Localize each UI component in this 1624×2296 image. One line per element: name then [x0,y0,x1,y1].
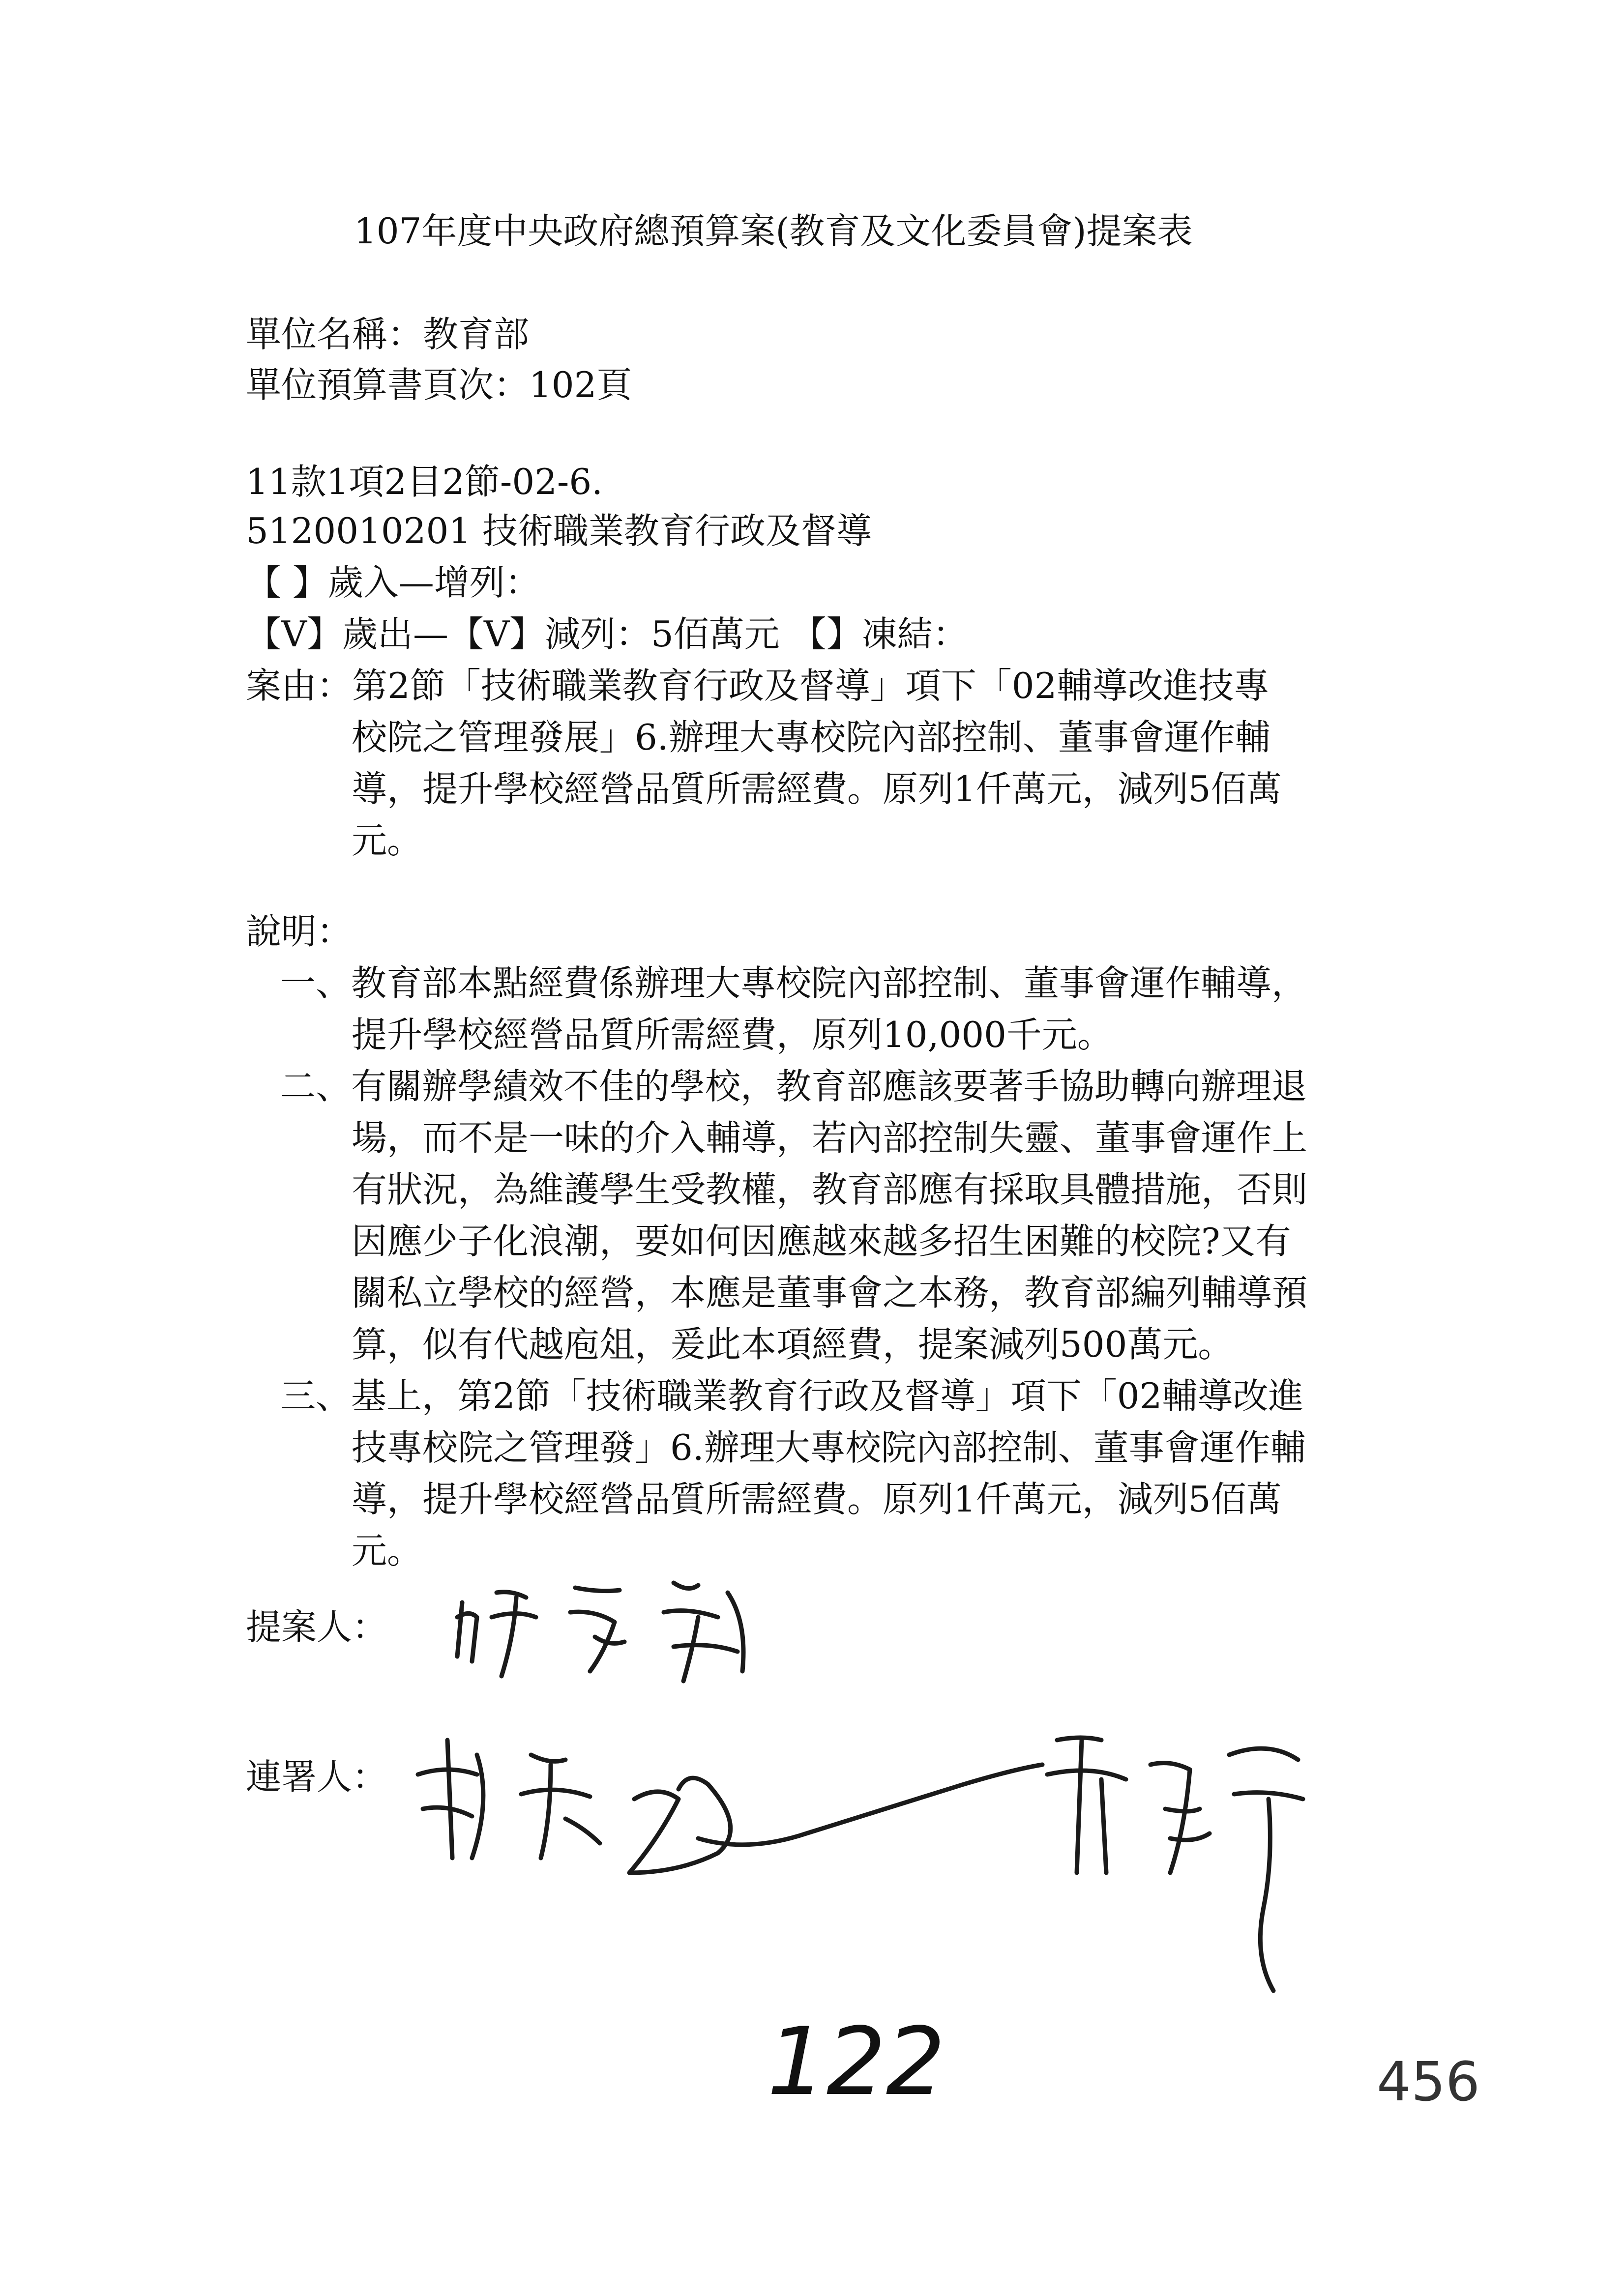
proposer-signature [443,1563,816,1711]
program-name: 5120010201 技術職業教育行政及督導 [246,510,872,552]
revenue-line: 【 】歲入—增列： [246,562,540,603]
expenditure-line: 【V】歲出—【V】減列：5佰萬元 【】凍結： [246,613,968,655]
cosigner-signatures [403,1711,1455,2015]
explanation-line: 提升學校經營品質所需經費，原列10,000千元。 [352,1014,1113,1055]
explanation-line: 導，提升學校經營品質所需經費。原列1仟萬元，減列5佰萬 [352,1479,1282,1520]
explanation-line: 有狀況，為維護學生受教權，教育部應有採取具體措施，否則 [352,1169,1308,1210]
explanation-line: 一、教育部本點經費係辦理大專校院內部控制、董事會運作輔導， [280,962,1307,1004]
case-line: 校院之管理發展」6.辦理大專校院內部控制、董事會運作輔 [352,717,1270,758]
explanation-line: 三、基上，第2節「技術職業教育行政及督導」項下「02輔導改進 [280,1375,1304,1417]
explanation-line: 元。 [352,1530,423,1571]
explanation-line: 二、有關辦學績效不佳的學校，教育部應該要著手協助轉向辦理退 [280,1066,1307,1107]
unit-name: 單位名稱：教育部 [246,314,530,355]
handwritten-page-number: 122 [767,2007,945,2116]
handwritten-corner-mark: 456 [1377,2050,1480,2113]
unit-budget-page: 單位預算書頁次：102頁 [246,364,632,406]
case-line: 案由：第2節「技術職業教育行政及督導」項下「02輔導改進技專 [246,665,1270,706]
explanation-line: 場，而不是一味的介入輔導，若內部控制失靈、董事會運作上 [352,1117,1308,1159]
explanation-line: 技專校院之管理發」6.辦理大專校院內部控制、董事會運作輔 [352,1427,1306,1468]
budget-code: 11款1項2目2節-02-6. [246,461,603,502]
proposer-label: 提案人： [246,1606,388,1648]
explanation-line: 關私立學校的經營，本應是董事會之本務，教育部編列輔導預 [352,1272,1308,1313]
case-line: 元。 [352,820,423,861]
cosigner-label: 連署人： [246,1756,388,1798]
explanation-heading: 說明： [246,911,353,952]
document-title: 107年度中央政府總預算案(教育及文化委員會)提案表 [354,210,1193,252]
case-line: 導，提升學校經營品質所需經費。原列1仟萬元，減列5佰萬 [352,768,1282,810]
explanation-line: 因應少子化浪潮，要如何因應越來越多招生困難的校院?又有 [352,1221,1291,1262]
explanation-line: 算，似有代越庖俎，爰此本項經費，提案減列500萬元。 [352,1324,1234,1365]
